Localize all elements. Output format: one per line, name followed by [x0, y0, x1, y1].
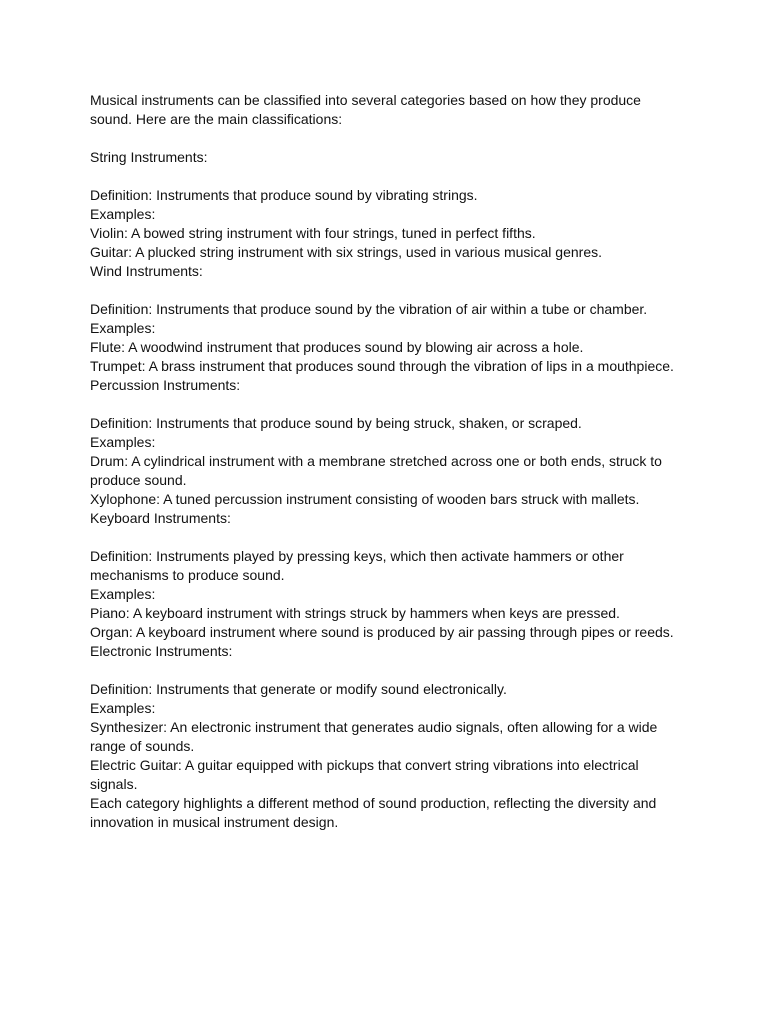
document-body — [90, 91, 680, 832]
spacer — [90, 129, 680, 148]
intro-paragraph: Musical instruments can be classified into several categories based on how they produce sound. Here are the main classifications: — [90, 92, 641, 127]
example-item-flute: Flute: A woodwind instrument that produces sound by blowing air across a hole. — [90, 339, 584, 355]
example-item-piano: Piano: A keyboard instrument with strings struck by hammers when keys are pressed. — [90, 605, 620, 621]
section-examples-label-electronic: Examples: — [90, 700, 156, 716]
section-heading-keyboard: Keyboard Instruments: — [90, 510, 231, 526]
section-examples-label-wind: Examples: — [90, 320, 156, 336]
section-definition-string: Definition: Instruments that produce sound by vibrating strings. — [90, 187, 478, 203]
spacer — [90, 167, 680, 186]
example-item-guitar: Guitar: A plucked string instrument with six strings, used in various musical genres. — [90, 244, 602, 260]
section-examples-label-string: Examples: — [90, 206, 156, 222]
example-item-organ: Organ: A keyboard instrument where sound is produced by air passing through pipes or reeds. — [90, 624, 674, 640]
spacer — [90, 661, 680, 680]
example-item-synthesizer: Synthesizer: An electronic instrument that generates audio signals, often allowing for a wide range of sounds. — [90, 719, 658, 754]
spacer — [90, 281, 680, 300]
section-definition-wind: Definition: Instruments that produce sound by the vibration of air within a tube or chamber. — [90, 301, 648, 317]
example-item-electric-guitar: Electric Guitar: A guitar equipped with pickups that convert string vibrations into electrical signals. — [90, 757, 639, 792]
section-definition-percussion: Definition: Instruments that produce sound by being struck, shaken, or scraped. — [90, 415, 582, 431]
section-heading-wind: Wind Instruments: — [90, 263, 203, 279]
spacer — [90, 528, 680, 547]
example-item-xylophone: Xylophone: A tuned percussion instrument consisting of wooden bars struck with mallets. — [90, 491, 640, 507]
spacer — [90, 395, 680, 414]
example-item-violin: Violin: A bowed string instrument with four strings, tuned in perfect fifths. — [90, 225, 536, 241]
section-heading-percussion: Percussion Instruments: — [90, 377, 241, 393]
section-examples-label-keyboard: Examples: — [90, 586, 156, 602]
conclusion-paragraph: Each category highlights a different method of sound production, reflecting the diversity and innovation in musical instrument design. — [90, 795, 657, 830]
example-item-trumpet: Trumpet: A brass instrument that produces sound through the vibration of lips in a mouthpiece. — [90, 358, 674, 374]
example-item-drum: Drum: A cylindrical instrument with a membrane stretched across one or both ends, struck to produce sound. — [90, 453, 662, 488]
section-examples-label-percussion: Examples: — [90, 434, 156, 450]
section-heading-electronic: Electronic Instruments: — [90, 643, 233, 659]
section-heading-string: String Instruments: — [90, 149, 208, 165]
section-definition-electronic: Definition: Instruments that generate or modify sound electronically. — [90, 681, 507, 697]
section-definition-keyboard: Definition: Instruments played by pressing keys, which then activate hammers or other mechanisms to produce sound. — [90, 548, 624, 583]
